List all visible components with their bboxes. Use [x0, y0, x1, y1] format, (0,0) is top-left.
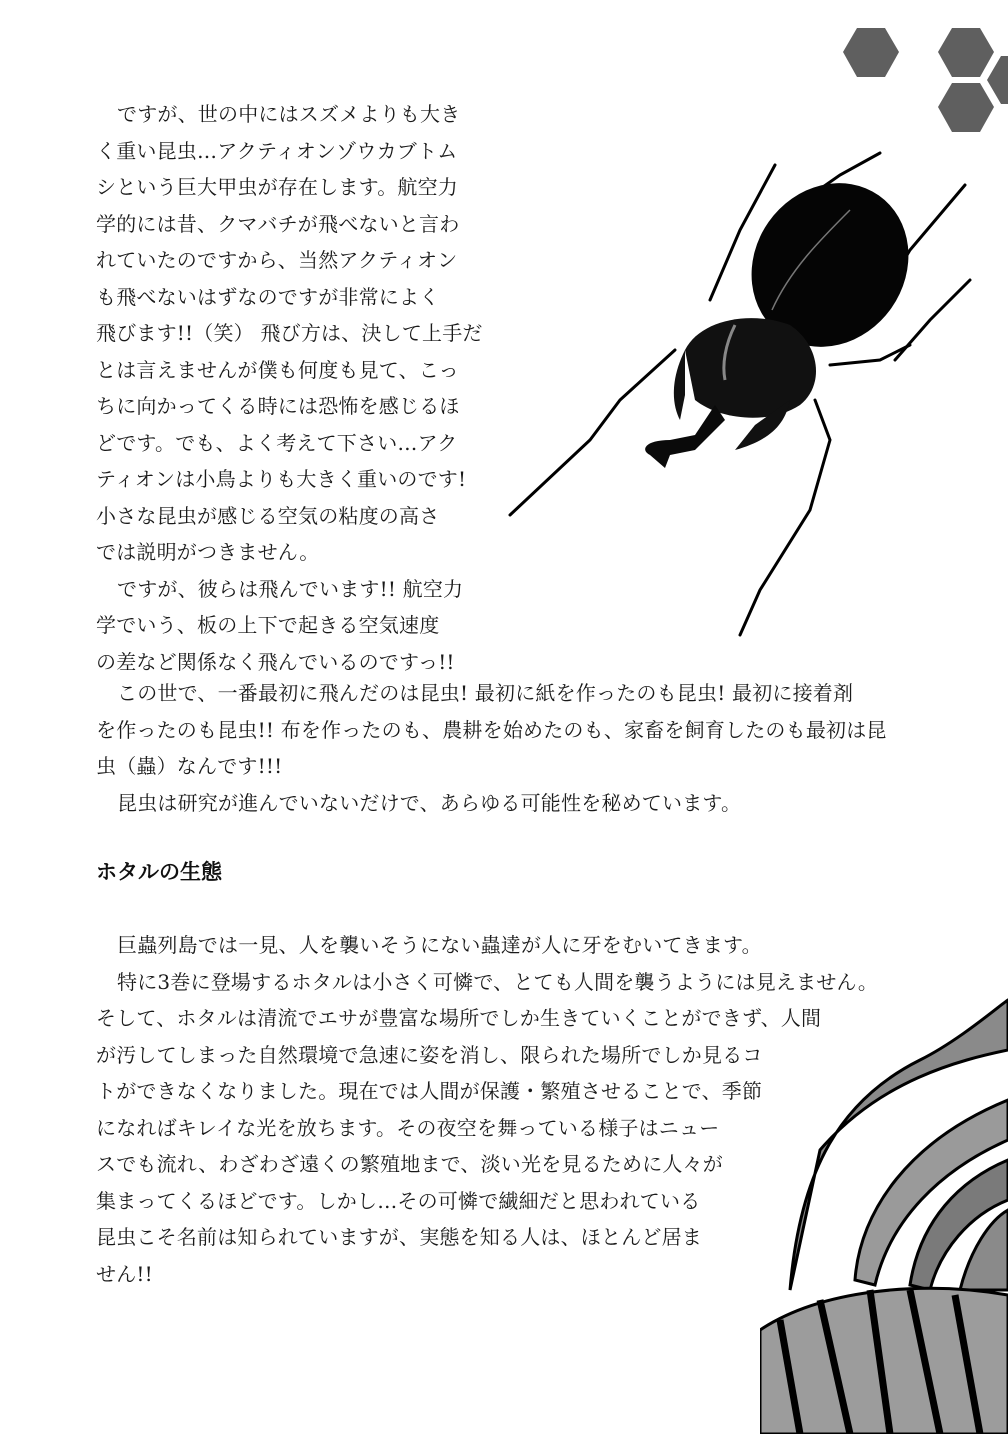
paragraph-line: ちに向かってくる時には恐怖を感じるほ	[96, 394, 460, 418]
section-heading: ホタルの生態	[96, 860, 222, 884]
paragraph-line: シという巨大甲虫が存在します。航空力	[96, 175, 458, 199]
paragraph-line: 巨蟲列島では一見、人を襲いそうにない蟲達が人に牙をむいてきます。	[117, 933, 762, 957]
paragraph-line: ですが、彼らは飛んでいます!! 航空力	[117, 576, 464, 601]
paragraph-line: スでも流れ、わざわざ遠くの繁殖地まで、淡い光を見るために人々が	[96, 1152, 723, 1176]
paragraph-line: 集まってくるほどです。しかし…その可憐で繊細だと思われている	[96, 1188, 701, 1213]
paragraph-line: の差など関係なく飛んでいるのですっ!!	[96, 649, 455, 674]
paragraph-line: が汚してしまった自然環境で急速に姿を消し、限られた場所でしか見るコ	[96, 1042, 763, 1067]
paragraph-line: 昆虫は研究が進んでいないだけで、あらゆる可能性を秘めています。	[117, 790, 742, 815]
beetle-illustration-icon	[500, 150, 990, 650]
hexagon-decoration-icon	[830, 0, 1008, 150]
paragraph-line: では説明がつきません。	[96, 540, 320, 564]
paragraph-line: になればキレイな光を放ちます。その夜空を舞っている様子はニュー	[96, 1115, 720, 1140]
paragraph-line: この世で、一番最初に飛んだのは昆虫! 最初に紙を作ったのも昆虫! 最初に接着剤	[117, 681, 854, 705]
paragraph-line: を作ったのも昆虫!! 布を作ったのも、農耕を始めたのも、家畜を飼育したのも最初は昆	[96, 717, 887, 742]
paragraph-line: トができなくなりました。現在では人間が保護・繁殖させることで、季節	[96, 1079, 763, 1103]
paragraph-line: 特に3巻に登場するホタルは小さく可憐で、とても人間を襲うようには見えません。	[117, 969, 879, 994]
plant-leaves-illustration-icon	[760, 990, 1008, 1434]
paragraph-line: ティオンは小鳥よりも大きく重いのです!	[96, 467, 467, 491]
paragraph-line: 昆虫こそ名前は知られていますが、実態を知る人は、ほとんど居ま	[96, 1225, 702, 1249]
paragraph-line: 小さな昆虫が感じる空気の粘度の高さ	[96, 503, 440, 528]
paragraph-line: も飛べないはずなのですが非常によく	[96, 284, 440, 309]
section-body-text	[96, 927, 879, 1292]
paragraph-line: 学でいう、板の上下で起きる空気速度	[96, 613, 440, 637]
paragraph-line: そして、ホタルは清流でエサが豊富な場所でしか生きていくことができず、人間	[96, 1006, 822, 1030]
paragraph-line: ですが、世の中にはスズメよりも大き	[117, 102, 461, 126]
paragraph-line: とは言えませんが僕も何度も見て、こっ	[96, 357, 459, 382]
paragraph-line: 学的には昔、クマバチが飛べないと言わ	[96, 211, 460, 236]
paragraph-line: 飛びます!!（笑） 飛び方は、決して上手だ	[96, 321, 483, 345]
body-text-wide	[96, 675, 926, 821]
paragraph-line: く重い昆虫…アクティオンゾウカブトム	[96, 138, 458, 163]
paragraph-line: どです。でも、よく考えて下さい…アク	[96, 430, 458, 455]
paragraph-line: れていたのですから、当然アクティオン	[96, 248, 458, 272]
intro-text-column	[96, 96, 496, 680]
paragraph-line: せん!!	[96, 1261, 153, 1286]
paragraph-line: 虫（蟲）なんです!!!	[96, 754, 283, 778]
